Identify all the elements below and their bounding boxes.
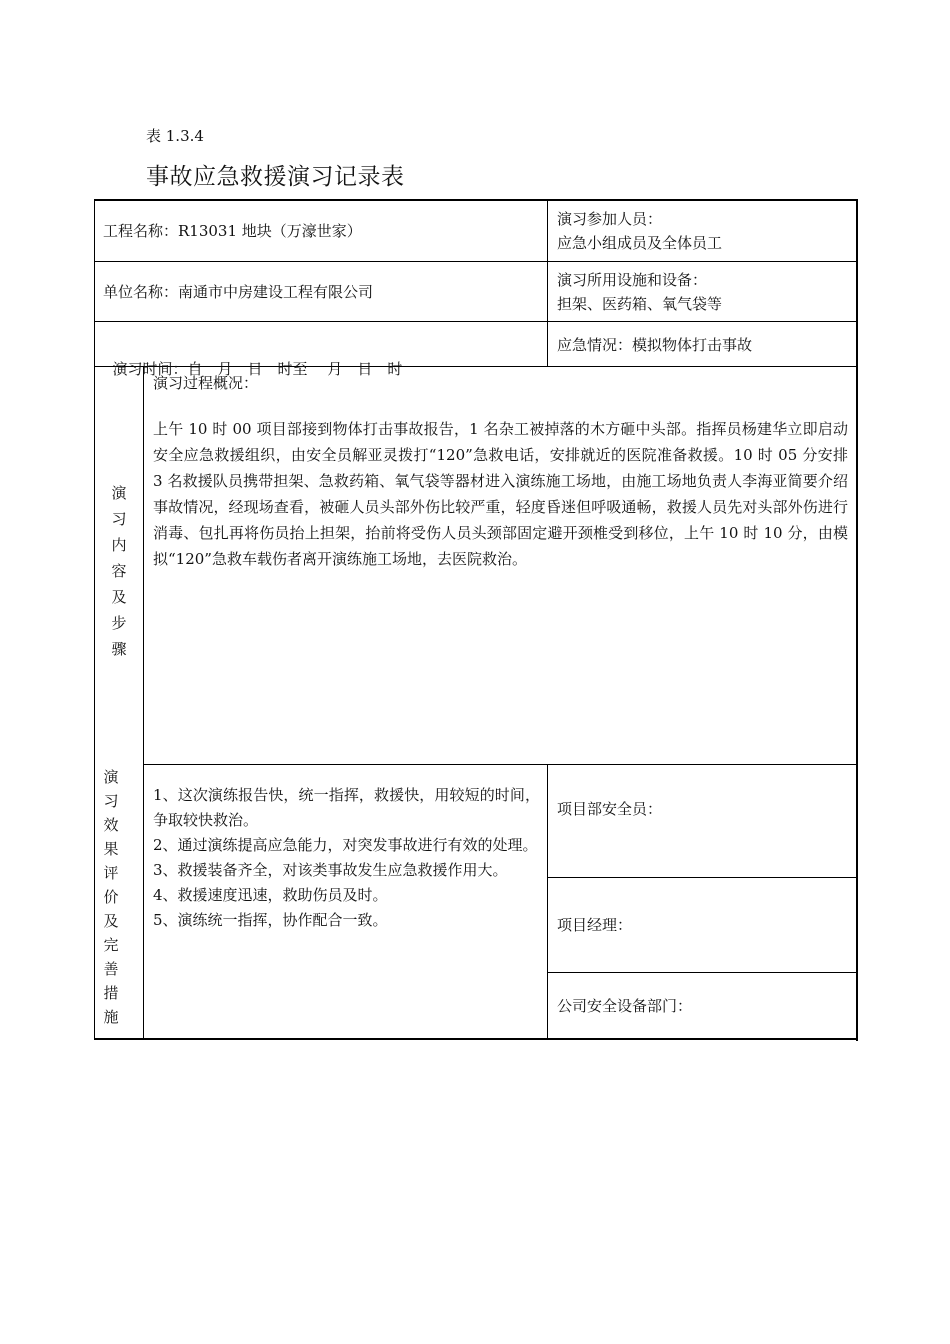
side-char: 价 <box>103 888 119 906</box>
table-number: 表 1.3.4 <box>146 127 204 145</box>
project-name: 工程名称：R13031 地块（万濠世家） <box>103 222 362 240</box>
evaluation-side-label <box>95 765 127 1029</box>
evaluation-item: 4、救援速度迅速，救助伤员及时。 <box>153 886 388 904</box>
drill-time: 演习时间：自 月 日 时至 月 日 时 <box>112 360 403 378</box>
overview-label: 演习过程概况： <box>153 374 259 392</box>
safety-officer-label: 项目部安全员： <box>557 800 663 818</box>
side-char: 步 <box>111 614 127 632</box>
column-divider-top <box>547 199 548 367</box>
signature-divider-1 <box>547 877 857 878</box>
emergency-situation-cell <box>557 333 853 357</box>
unit-name-cell <box>103 280 543 304</box>
row-divider-1 <box>94 261 857 262</box>
side-char: 效 <box>103 816 119 834</box>
content-side-label <box>95 480 143 662</box>
side-char: 演 <box>103 768 119 786</box>
signature-divider-2 <box>547 972 857 973</box>
project-manager-signature <box>557 913 853 937</box>
side-char: 及 <box>103 912 119 930</box>
side-char: 善 <box>103 960 119 978</box>
overview-text: 上午 10 时 00 项目部接到物体打击事故报告，1 名杂工被掉落的木方砸中头部。指挥员杨建华立即启动安全应急救援组织，由安全员解亚灵拨打“120”急救电话，安排就近的医院准备救援。10 时 05 分安排 3 名救援队员携带担架、急救药箱、氧气袋等器材进入演练施工场地，由施工场地负责人李海亚简要介绍事故情况，经现场查看，被砸人员头部外伤比较严重，轻度昏迷但呼吸通畅，救援人员先对头部外伤进行消毒、包扎再将伤员抬上担架，抬前将受伤人员头颈部固定避开颈椎受到移位，上午 10 时 10 分，由模拟“120”急救车载伤者离开演练施工场地，去医院救治。 <box>153 420 848 568</box>
side-char: 评 <box>103 864 119 882</box>
participants-value: 应急小组成员及全体员工 <box>557 234 723 252</box>
side-char: 习 <box>111 510 127 528</box>
side-char: 内 <box>111 536 127 554</box>
equipment-label: 演习所用设施和设备： <box>557 271 708 289</box>
project-manager-label: 项目经理： <box>557 916 633 934</box>
page-title: 事故应急救援演习记录表 <box>146 164 405 190</box>
column-divider-eval <box>547 764 548 1039</box>
row-divider-2 <box>94 321 857 322</box>
unit-name: 单位名称：南通市中房建设工程有限公司 <box>103 283 374 301</box>
equipment-cell <box>557 268 853 316</box>
side-char: 骤 <box>111 640 127 658</box>
project-name-cell <box>103 219 543 243</box>
evaluation-item: 3、救援装备齐全，对该类事故发生应急救援作用大。 <box>153 861 508 879</box>
side-char: 及 <box>111 588 127 606</box>
company-department-label: 公司安全设备部门： <box>557 997 693 1015</box>
table-border-bottom <box>94 1038 858 1040</box>
evaluation-list <box>153 783 540 933</box>
participants-label: 演习参加人员： <box>557 210 663 228</box>
equipment-value: 担架、医药箱、氧气袋等 <box>557 295 723 313</box>
participants-cell <box>557 207 853 255</box>
safety-officer-signature <box>557 797 853 821</box>
side-char: 完 <box>103 936 119 954</box>
row-divider-4 <box>143 764 857 765</box>
overview-cell <box>153 370 848 572</box>
evaluation-item: 5、演练统一指挥，协作配合一致。 <box>153 911 388 929</box>
side-char: 施 <box>103 1008 119 1026</box>
side-char: 果 <box>103 840 119 858</box>
evaluation-item: 1、这次演练报告快，统一指挥，救援快，用较短的时间，争取较快救治。 <box>153 786 540 829</box>
side-char: 容 <box>111 562 127 580</box>
side-char: 演 <box>111 484 127 502</box>
table-border-right <box>856 199 858 1041</box>
evaluation-item: 2、通过演练提高应急能力，对突发事故进行有效的处理。 <box>153 836 538 854</box>
side-char: 习 <box>103 792 119 810</box>
side-column-divider <box>143 366 144 1039</box>
company-department-signature <box>557 994 853 1018</box>
emergency-situation: 应急情况：模拟物体打击事故 <box>557 336 753 354</box>
side-char: 措 <box>103 984 119 1002</box>
table-border-top <box>94 199 857 201</box>
